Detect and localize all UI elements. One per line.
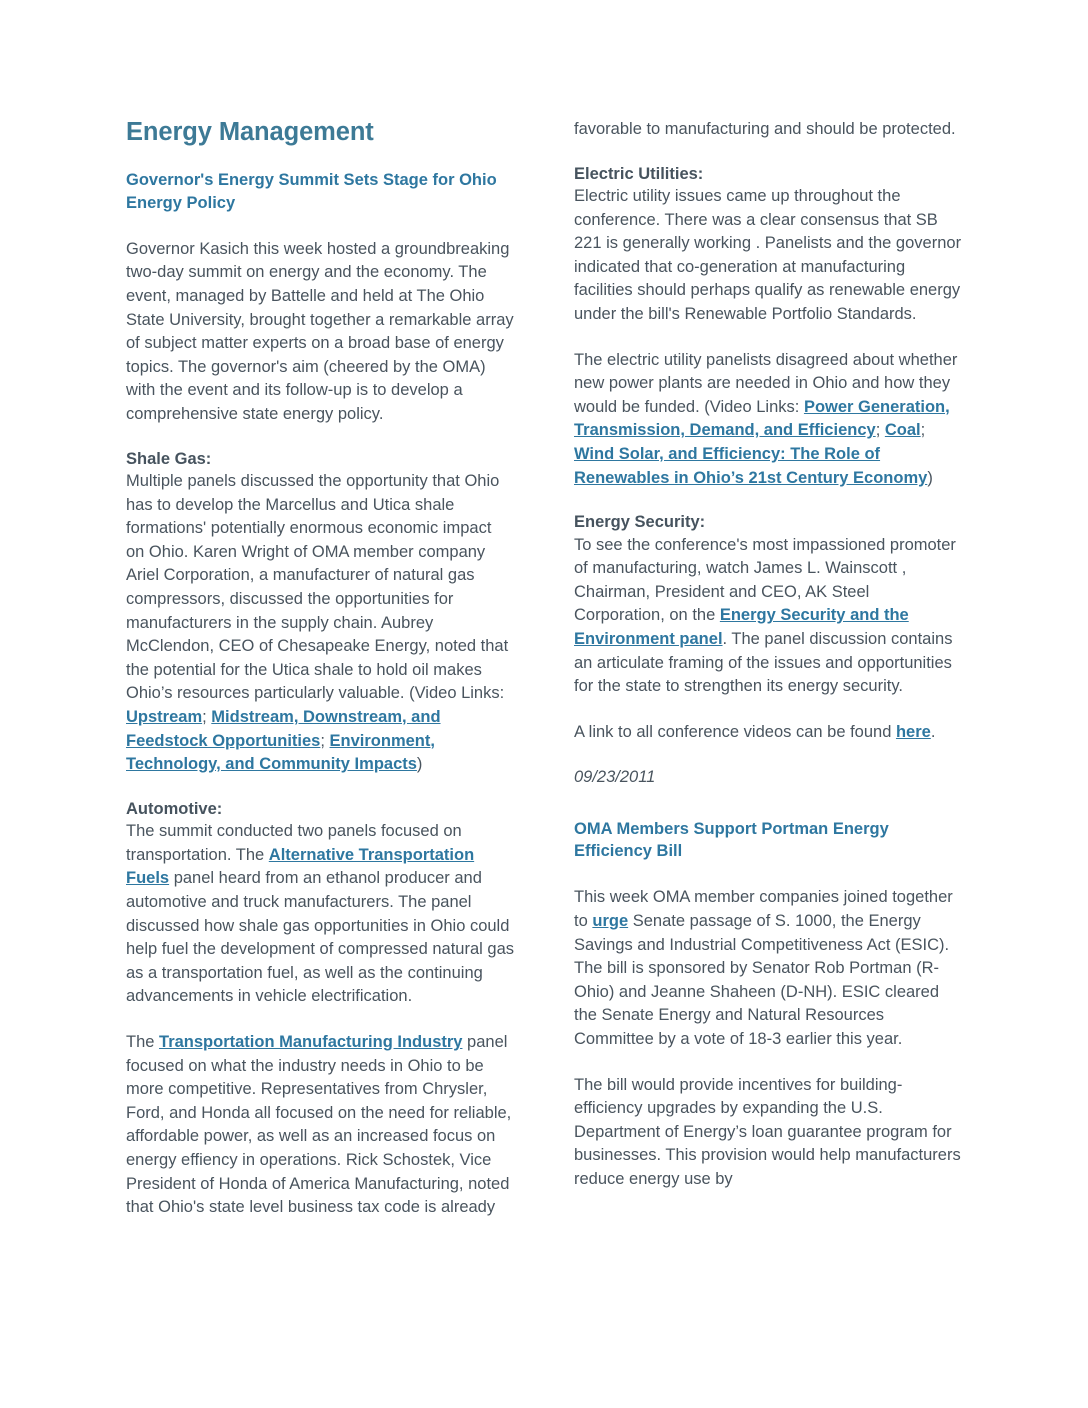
videos-text-2: .	[930, 722, 936, 741]
section-heading-shale-gas: Shale Gas:	[126, 449, 212, 468]
security-text-2: . The panel discussion contains an articulate framing of the issues and opportunities for the state to strengthen its energy security.	[574, 629, 953, 696]
paragraph-shale-gas	[126, 470, 514, 777]
portman-text-2: Senate passage of S. 1000, the Energy Savings and Industrial Competitiveness Act (ESIC). The bill is sponsored by Senator Rob Portman (R-Ohio) and Jeanne Shaheen (D-NH). ESIC cleared the Senate Energy and Natural Resources Committee by a vote of 18-3 earlier this year.	[574, 912, 950, 1049]
left-column	[126, 118, 514, 1242]
link-midstream-downstream-feedstock[interactable]: Midstream, Downstream, and Feedstock Opportunities	[126, 707, 441, 750]
trans-text-3: te level business tax code is already	[230, 1198, 496, 1217]
shale-highlight: shale to hold oil makes Ohio’s resources	[126, 660, 482, 703]
link-environment-technology-community[interactable]: Environment, Technology, and Community Impacts	[126, 731, 435, 774]
article-title-portman-bill: OMA Members Support Portman Energy Efficiency Bill	[574, 819, 889, 861]
paragraph-conference-videos	[574, 721, 962, 745]
electric-text-1: The electric utility panelists disagreed about whether new power plants are needed in Ohio and how they would be funded. (Video Links:	[574, 350, 958, 416]
sep-5: ;	[920, 421, 926, 440]
shale-text-1: Multiple panels discussed the opportunity that Ohio has to develop the Marcellus and Utica shale formations' potentially enormous economic impact on Ohio. Karen Wright of OMA member company Ariel Corporation, a manufacturer of natural gas compressors, discussed the opportunities for manufacturers in the supply chain. Aubrey McClendon, CEO of Chesapeake Energy, noted that the potential for the Utica	[126, 472, 509, 679]
section-heading-electric-utilities: Electric Utilities:	[574, 164, 704, 183]
trans-text-2: panel focused on what the industry needs in Ohio to be more competitive. Representatives from Chrysler, Ford, and Honda all focused on the need for reliable, affordable power, as well as an increased focus on energy effiency in operations. Rick Schostek, Vice President of Honda of America Manufacturing, noted that	[126, 1032, 512, 1217]
paragraph-energy-security	[574, 534, 962, 699]
portman-highlight: Department of Energy’s loan guarantee	[574, 1122, 862, 1141]
sep-4: ;	[875, 421, 885, 440]
portman-text-4: program for businesses. This provision would help manufacturers reduce energy use by	[574, 1122, 961, 1188]
trans-text-1: The	[126, 1032, 160, 1051]
paragraph-electric-utilities-2	[574, 349, 962, 491]
paragraph-portman-2	[574, 1074, 962, 1192]
trans-highlight: Ohio's sta	[158, 1198, 231, 1217]
article-date: 09/23/2011	[574, 768, 656, 787]
auto-text-2: panel heard from an ethanol producer and automotive and truck manufacturers. The panel discussed how shale gas opportunities in Ohio could help fuel the development of compressed natural gas as a transportation fuel, as well as the continuing advancements in vehicle electrification.	[126, 869, 514, 1006]
sep-3: )	[416, 755, 423, 774]
link-transportation-manufacturing-industry[interactable]: Transportation Manufacturing Industry	[159, 1032, 463, 1051]
paragraph-intro: Governor Kasich this week hosted a groundbreaking two-day summit on energy and the economy. The event, managed by Battelle and held at The Ohio State University, brought together a remarkable array of subject matter experts on a broad base of energy topics. The governor's aim (cheered by the OMA) with the event and its follow-up is to develop a comprehensive state energy policy.	[126, 239, 514, 423]
portman-text-3: The bill would provide incentives for building-efficiency upgrades by expanding the U.S.	[574, 1075, 903, 1118]
link-alternative-transportation-fuels[interactable]: Alternative Transportation Fuels	[126, 845, 475, 888]
sep-2: ;	[320, 731, 330, 750]
shale-text-2: particularly valuable. (Video Links:	[249, 684, 505, 703]
sep-1: ;	[202, 707, 212, 726]
page-title: Energy Management	[126, 118, 374, 146]
portman-text-1: This week OMA member companies joined together to	[574, 888, 953, 931]
paragraph-portman-1	[574, 886, 962, 1051]
link-coal[interactable]: Coal	[884, 421, 921, 440]
section-heading-energy-security: Energy Security:	[574, 513, 706, 532]
paragraph-transportation-manufacturing	[126, 1031, 514, 1220]
paragraph-electric-utilities-1: Electric utility issues came up throughout the conference. There was a clear consensus that SB 221 is generally working . Panelists and the governor indicated that co-generation at manufacturing facilities should perhaps qualify as renewable energy under the bill's Renewable Portfolio Standards.	[574, 187, 962, 323]
link-urge[interactable]: urge	[592, 912, 629, 931]
link-here[interactable]: here	[895, 722, 931, 741]
paragraph-automotive	[126, 820, 514, 1009]
section-heading-automotive: Automotive:	[126, 799, 223, 818]
link-wind-solar-efficiency[interactable]: Wind Solar, and Efficiency: The Role of Renewables in Ohio’s 21st Century Economy	[574, 444, 928, 487]
link-power-generation-transmission[interactable]: Power Generation, Transmission, Demand, and Efficiency	[574, 397, 950, 440]
security-text-1: To see the conference's most impassioned promoter of manufacturing, watch James L. Wainscott , Chairman, President and CEO, AK Steel Corporation, on the	[574, 535, 956, 625]
paragraph-continuation: favorable to manufacturing and should be protected.	[574, 120, 956, 138]
right-column	[574, 118, 962, 1242]
two-column-body	[126, 118, 962, 1242]
videos-text-1: A link to all conference videos can be found	[574, 722, 896, 741]
sep-6: )	[927, 468, 933, 487]
link-energy-security-environment-panel[interactable]: Energy Security and the Environment panel	[574, 606, 909, 648]
auto-text-1: The summit conducted two panels focused on transportation. The	[126, 822, 462, 864]
link-upstream[interactable]: Upstream	[126, 707, 203, 726]
article-title-energy-summit: Governor's Energy Summit Sets Stage for Ohio Energy Policy	[126, 171, 497, 212]
